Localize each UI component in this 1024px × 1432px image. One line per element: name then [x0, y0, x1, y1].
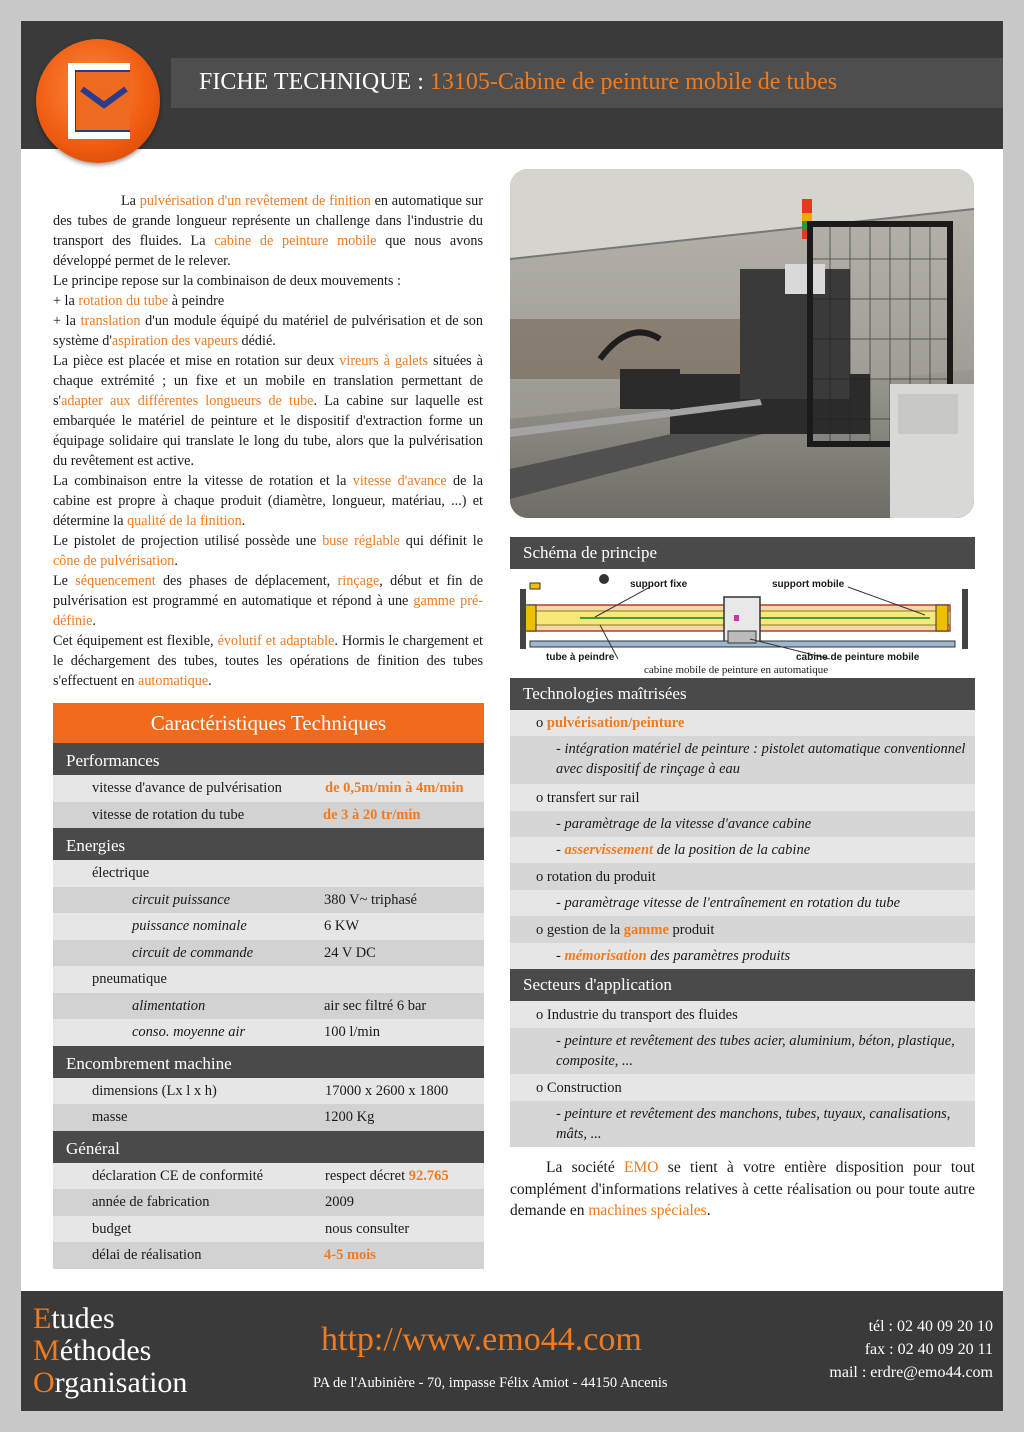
footer-contact: [829, 1315, 993, 1384]
machine-photo: [510, 169, 974, 518]
schema-caption: cabine mobile de peinture en automatique: [644, 664, 829, 676]
machine-photo-illustration: [510, 169, 974, 518]
schema-panel: [510, 537, 975, 1147]
caracteristiques-title: Caractéristiques Techniques: [53, 703, 484, 743]
label-support-mobile: support mobile: [772, 579, 845, 590]
schema-diagram: [510, 569, 975, 678]
list-item: - peinture et revêtement des manchons, tubes, tuyaux, canalisations, mâts, ...: [510, 1101, 975, 1147]
secteurs-list: [510, 1001, 975, 1147]
table-row: année de fabrication 2009: [53, 1189, 484, 1216]
list-item: - mémorisation des paramètres produits: [510, 943, 975, 969]
footer: [21, 1291, 1003, 1411]
page-title: FICHE TECHNIQUE : 13105-Cabine de peinture mobile de tubes: [199, 69, 838, 95]
emo-logo: [36, 39, 160, 163]
table-row: conso. moyenne air 100 l/min: [53, 1019, 484, 1046]
list-item: - asservissement de la position de la cabine: [510, 837, 975, 863]
section-encombrement: Encombrement machine: [53, 1046, 484, 1078]
technologies-title: Technologies maîtrisées: [510, 678, 975, 710]
list-item: o transfert sur rail: [510, 784, 975, 811]
closing-text: La société EMO se tient à votre entière disposition pour tout complément d'informations relatives à cette réalisation ou pour toute autre demande en machines spéciales.: [510, 1159, 975, 1219]
table-row: masse 1200 Kg: [53, 1104, 484, 1131]
list-item: o Industrie du transport des fluides: [510, 1001, 975, 1028]
list-item: - peinture et revêtement des tubes acier, aluminium, béton, plastique, composite, ...: [510, 1028, 975, 1074]
intro-text: La pulvérisation d'un revêtement de finition en automatique sur des tubes de grande longueur représente un challenge dans l'industrie du transport des fluides. La cabine de peinture mobile que nous avons développé permet de le relever. Le principe repose sur la combinaison de deux mouvements : + la rotation du tube à peindre + la translation d'un module équipé du matériel de pulvérisation et de son système d'aspiration des vapeurs dédié. La pièce est placée et mise en rotation sur deux vireurs à galets situées à chaque extrémité ; un fixe et un mobile en translation permettant de s'adapter aux différentes longueurs de tube. La cabine sur laquelle est embarquée le matériel de peinture et le dispositif d'extraction forme un équipage solidaire qui translate le long du tube, alors que la pulvérisation du revêtement est active. La combinaison entre la vitesse de rotation et la vitesse d'avance de la cabine est propre à chaque produit (diamètre, longueur, matériau, ...) et détermine la qualité de la finition. Le pistolet de projection utilisé possède une buse réglable qui définit le cône de pulvérisation. Le séquencement des phases de déplacement, rinçage, début et fin de pulvérisation est programmé en automatique et répond à une gamme pré-définie. Cet équipement est flexible, évolutif et adaptable. Hormis le chargement et le déchargement des tubes, toutes les opérations de finition des tubes s'effectuent en automatique.: [53, 193, 484, 689]
list-item: o gestion de la gamme produit: [510, 916, 975, 943]
phone-number: tél : 02 40 09 20 10: [868, 1318, 993, 1335]
footer-brand: Etudes Méthodes Organisation: [33, 1302, 188, 1399]
performances-rows: [53, 775, 484, 828]
table-row: pneumatique: [53, 966, 484, 993]
list-item: o rotation du produit: [510, 863, 975, 890]
encombrement-rows: [53, 1078, 484, 1131]
energies-rows: [53, 860, 484, 1046]
table-row: vitesse de rotation du tube de 3 à 20 tr/min: [53, 802, 484, 829]
label-tube: tube à peindre: [546, 652, 615, 663]
website-link[interactable]: http://www.emo44.com: [321, 1321, 642, 1358]
general-rows: [53, 1163, 484, 1269]
section-energies: Energies: [53, 828, 484, 860]
email-link[interactable]: mail : erdre@emo44.com: [829, 1364, 993, 1381]
table-row: alimentation air sec filtré 6 bar: [53, 993, 484, 1020]
table-row: déclaration CE de conformité respect décret 92.765: [53, 1163, 484, 1190]
section-performances: Performances: [53, 743, 484, 775]
table-row: délai de réalisation 4-5 mois: [53, 1242, 484, 1269]
schema-title: Schéma de principe: [510, 537, 975, 569]
table-row: électrique: [53, 860, 484, 887]
table-row: puissance nominale 6 KW: [53, 913, 484, 940]
footer-address: PA de l'Aubinière - 70, impasse Félix Amiot - 44150 Ancenis: [313, 1375, 668, 1391]
table-row: vitesse d'avance de pulvérisation de 0,5m/min à 4m/min: [53, 775, 484, 802]
secteurs-title: Secteurs d'application: [510, 969, 975, 1001]
table-row: circuit de commande 24 V DC: [53, 940, 484, 967]
header-bar: [21, 21, 1003, 149]
table-row: circuit puissance 380 V~ triphasé: [53, 887, 484, 914]
list-item: - paramètrage de la vitesse d'avance cabine: [510, 811, 975, 837]
list-item: - intégration matériel de peinture : pistolet automatique conventionnel avec dispositif de rinçage à eau: [510, 736, 975, 784]
label-support-fixe: support fixe: [630, 579, 688, 590]
list-item: o Construction: [510, 1074, 975, 1101]
table-row: dimensions (Lx l x h) 17000 x 2600 x 1800: [53, 1078, 484, 1105]
list-item: o pulvérisation/peinture: [510, 710, 975, 736]
list-item: - paramètrage vitesse de l'entraînement en rotation du tube: [510, 890, 975, 916]
logo-m-mark: [80, 83, 128, 113]
table-row: budget nous consulter: [53, 1216, 484, 1243]
label-cabine: cabine de peinture mobile: [796, 652, 920, 663]
caracteristiques-table: [53, 703, 484, 1269]
section-general: Général: [53, 1131, 484, 1163]
page: [21, 21, 1003, 1411]
fax-number: fax : 02 40 09 20 11: [864, 1341, 993, 1358]
technologies-list: [510, 710, 975, 969]
